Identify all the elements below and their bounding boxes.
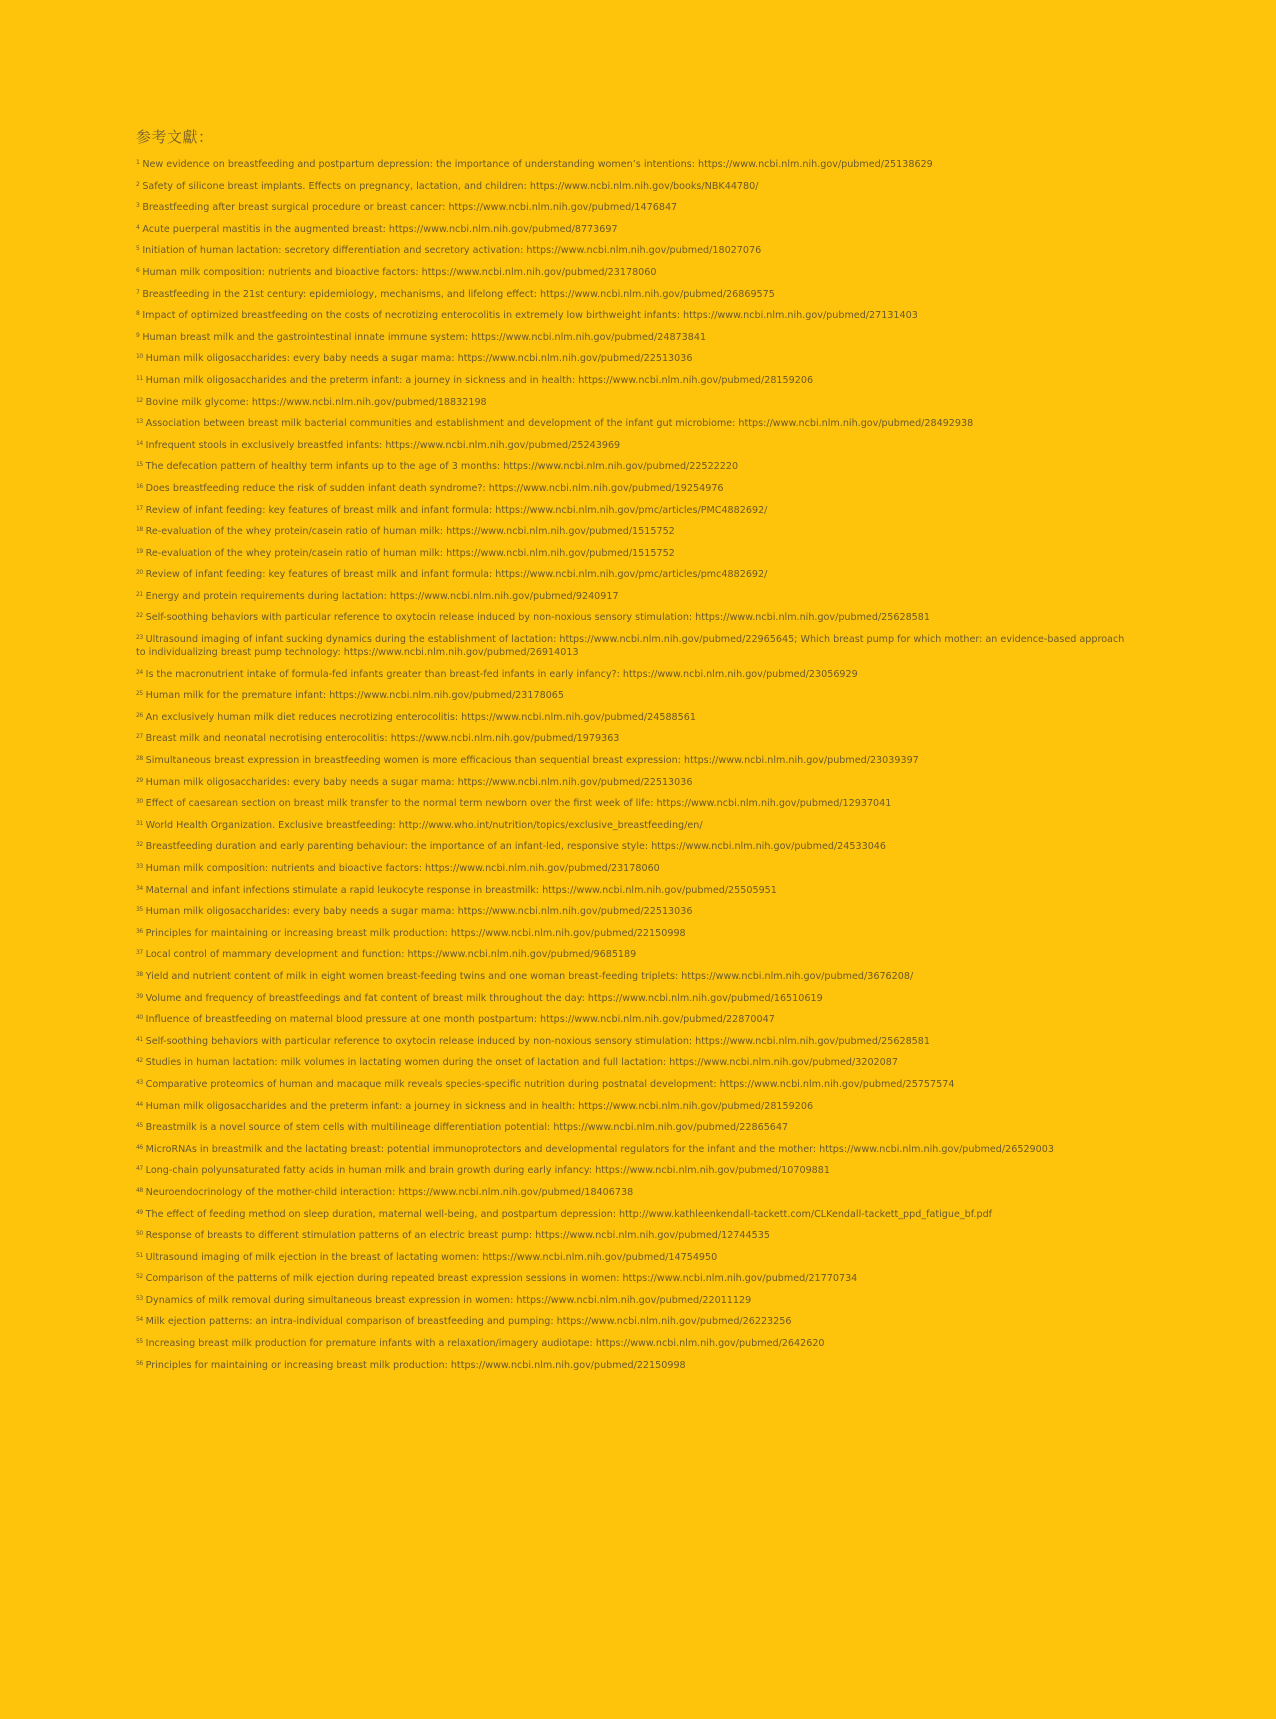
reference-item bbox=[136, 242, 1136, 257]
reference-number: 6 bbox=[136, 266, 140, 274]
reference-item bbox=[136, 795, 1136, 810]
reference-text[interactable]: Human milk oligosaccharides: every baby needs a sugar mama: https://www.ncbi.nlm.nih.gov/pubmed/22513036 bbox=[145, 353, 693, 365]
reference-number: 34 bbox=[136, 884, 143, 892]
reference-text[interactable]: Human milk oligosaccharides: every baby needs a sugar mama: https://www.ncbi.nlm.nih.gov/pubmed/22513036 bbox=[145, 906, 693, 918]
reference-item bbox=[136, 480, 1136, 495]
reference-text[interactable]: The defecation pattern of healthy term infants up to the age of 3 months: https://www.ncbi.nlm.nih.gov/pubmed/22522220 bbox=[145, 461, 739, 473]
reference-item bbox=[136, 415, 1136, 430]
reference-number: 9 bbox=[136, 331, 140, 339]
reference-item bbox=[136, 1206, 1136, 1221]
reference-item bbox=[136, 264, 1136, 279]
reference-item bbox=[136, 199, 1136, 214]
reference-item bbox=[136, 1335, 1136, 1350]
reference-text[interactable]: Bovine milk glycome: https://www.ncbi.nlm.nih.gov/pubmed/18832198 bbox=[145, 396, 487, 408]
reference-item bbox=[136, 178, 1136, 193]
reference-text[interactable]: Comparative proteomics of human and macaque milk reveals species-specific nutrition during postnatal development: https://www.ncbi.nlm.nih.gov/pubmed/25757574 bbox=[145, 1078, 955, 1090]
reference-item bbox=[136, 286, 1136, 301]
reference-text[interactable]: Ultrasound imaging of infant sucking dynamics during the establishment of lactation: https://www.ncbi.nlm.nih.gov/pubmed/22965645; Which breast pump for which mother: an evidence-based approach to individualizing breast pump technology: https://www.ncbi.nlm.nih.gov/pubmed/26914013 bbox=[136, 634, 1125, 659]
reference-number: 37 bbox=[136, 949, 143, 957]
reference-number: 5 bbox=[136, 245, 140, 253]
reference-item bbox=[136, 1098, 1136, 1113]
reference-item bbox=[136, 687, 1136, 702]
reference-text[interactable]: Human milk composition: nutrients and bioactive factors: https://www.ncbi.nlm.nih.gov/pubmed/23178060 bbox=[142, 266, 657, 278]
reference-item bbox=[136, 566, 1136, 581]
reference-item bbox=[136, 709, 1136, 724]
reference-item bbox=[136, 458, 1136, 473]
reference-number: 51 bbox=[136, 1251, 143, 1259]
reference-number: 53 bbox=[136, 1294, 143, 1302]
reference-item bbox=[136, 1357, 1136, 1372]
reference-text[interactable]: Self-soothing behaviors with particular reference to oxytocin release induced by non-noxious sensory stimulation: https://www.ncbi.nlm.nih.gov/pubmed/25628581 bbox=[145, 1035, 930, 1047]
reference-number: 11 bbox=[136, 374, 143, 382]
reference-item bbox=[136, 1054, 1136, 1069]
reference-item bbox=[136, 523, 1136, 538]
reference-text[interactable]: Comparison of the patterns of milk ejection during repeated breast expression sessions in women: https://www.ncbi.nlm.nih.gov/pubmed/21770734 bbox=[145, 1273, 858, 1285]
reference-number: 44 bbox=[136, 1100, 143, 1108]
reference-item bbox=[136, 1227, 1136, 1242]
reference-item bbox=[136, 774, 1136, 789]
reference-text[interactable]: Studies in human lactation: milk volumes in lactating women during the onset of lactation and full lactation: https://www.ncbi.nlm.nih.gov/pubmed/3202087 bbox=[145, 1057, 898, 1069]
reference-item bbox=[136, 1292, 1136, 1307]
reference-text[interactable]: Review of infant feeding: key features of breast milk and infant formula: https://www.ncbi.nlm.nih.gov/pmc/articles/PMC4882692/ bbox=[145, 504, 768, 516]
reference-text[interactable]: Long-chain polyunsaturated fatty acids in human milk and brain growth during early infancy: https://www.ncbi.nlm.nih.gov/pubmed/10709881 bbox=[145, 1165, 830, 1177]
reference-text[interactable]: Increasing breast milk production for premature infants with a relaxation/imagery audiotape: https://www.ncbi.nlm.nih.gov/pubmed/2642620 bbox=[145, 1338, 825, 1350]
reference-item bbox=[136, 156, 1136, 171]
reference-item bbox=[136, 752, 1136, 767]
reference-number: 24 bbox=[136, 668, 143, 676]
reference-text[interactable]: Energy and protein requirements during lactation: https://www.ncbi.nlm.nih.gov/pubmed/9240917 bbox=[145, 590, 619, 602]
reference-text[interactable]: World Health Organization. Exclusive breastfeeding: http://www.who.int/nutrition/topics/exclusive_breastfeeding/en/ bbox=[145, 819, 703, 831]
reference-item bbox=[136, 545, 1136, 560]
reference-number: 31 bbox=[136, 819, 143, 827]
reference-number: 25 bbox=[136, 690, 143, 698]
reference-text[interactable]: Simultaneous breast expression in breastfeeding women is more efficacious than sequential breast expression: https://www.ncbi.nlm.nih.gov/pubmed/23039397 bbox=[145, 755, 919, 767]
reference-item bbox=[136, 1011, 1136, 1026]
reference-number: 52 bbox=[136, 1273, 143, 1281]
reference-text[interactable]: Neuroendocrinology of the mother-child interaction: https://www.ncbi.nlm.nih.gov/pubmed/18406738 bbox=[145, 1186, 634, 1198]
reference-text[interactable]: Volume and frequency of breastfeedings and fat content of breast milk throughout the day: https://www.ncbi.nlm.nih.gov/pubmed/16510619 bbox=[145, 992, 823, 1004]
reference-item bbox=[136, 838, 1136, 853]
reference-number: 41 bbox=[136, 1035, 143, 1043]
reference-item bbox=[136, 1033, 1136, 1048]
reference-text[interactable]: Breastfeeding in the 21st century: epidemiology, mechanisms, and lifelong effect: https://www.ncbi.nlm.nih.gov/pubmed/26869575 bbox=[142, 288, 775, 300]
reference-text[interactable]: Breastfeeding duration and early parenting behaviour: the importance of an infant-led, responsive style: https://www.ncbi.nlm.nih.gov/pubmed/24533046 bbox=[145, 841, 887, 853]
reference-text[interactable]: New evidence on breastfeeding and postpartum depression: the importance of understanding women’s intentions: https://www.ncbi.nlm.nih.gov/pubmed/25138629 bbox=[142, 159, 933, 170]
reference-number: 28 bbox=[136, 755, 143, 763]
reference-item bbox=[136, 329, 1136, 344]
reference-item bbox=[136, 1119, 1136, 1134]
reference-text[interactable]: Human milk oligosaccharides and the preterm infant: a journey in sickness and in health: https://www.ncbi.nlm.nih.gov/pubmed/28159206 bbox=[145, 1100, 814, 1112]
references-heading: 参考文獻： bbox=[136, 128, 214, 146]
reference-number: 16 bbox=[136, 482, 143, 490]
reference-text[interactable]: Human milk composition: nutrients and bioactive factors: https://www.ncbi.nlm.nih.gov/pubmed/23178060 bbox=[145, 863, 660, 874]
reference-number: 49 bbox=[136, 1208, 143, 1216]
reference-number: 38 bbox=[136, 970, 143, 978]
reference-text[interactable]: Infrequent stools in exclusively breastfed infants: https://www.ncbi.nlm.nih.gov/pubmed/25243969 bbox=[145, 439, 621, 451]
reference-text[interactable]: Human milk for the premature infant: https://www.ncbi.nlm.nih.gov/pubmed/23178065 bbox=[145, 690, 565, 702]
reference-item bbox=[136, 903, 1136, 918]
reference-item bbox=[136, 502, 1136, 517]
reference-number: 2 bbox=[136, 180, 140, 188]
reference-item bbox=[136, 1162, 1136, 1177]
reference-text[interactable]: Re-evaluation of the whey protein/casein ratio of human milk: https://www.ncbi.nlm.nih.gov/pubmed/1515752 bbox=[145, 526, 675, 538]
reference-text[interactable]: Acute puerperal mastitis in the augmented breast: https://www.ncbi.nlm.nih.gov/pubmed/8773697 bbox=[142, 223, 618, 235]
reference-number: 17 bbox=[136, 504, 143, 512]
reference-number: 35 bbox=[136, 906, 143, 914]
reference-item bbox=[136, 1076, 1136, 1091]
reference-text[interactable]: Initiation of human lactation: secretory differentiation and secretory activation: https://www.ncbi.nlm.nih.gov/pubmed/18027076 bbox=[142, 245, 762, 257]
reference-text[interactable]: Breastmilk is a novel source of stem cells with multilineage differentiation potential: https://www.ncbi.nlm.nih.gov/pubmed/22865647 bbox=[145, 1122, 789, 1134]
reference-number: 15 bbox=[136, 461, 143, 469]
reference-text[interactable]: An exclusively human milk diet reduces necrotizing enterocolitis: https://www.ncbi.nlm.nih.gov/pubmed/24588561 bbox=[145, 711, 696, 723]
reference-item bbox=[136, 350, 1136, 365]
reference-text[interactable]: Effect of caesarean section on breast milk transfer to the normal term newborn over the first week of life: https://www.ncbi.nlm.nih.gov/pubmed/12937041 bbox=[145, 798, 892, 810]
reference-number: 48 bbox=[136, 1186, 143, 1194]
reference-number: 27 bbox=[136, 733, 143, 741]
reference-text[interactable]: Milk ejection patterns: an intra-individual comparison of breastfeeding and pumping: https://www.ncbi.nlm.nih.gov/pubmed/26223256 bbox=[145, 1316, 792, 1328]
reference-item bbox=[136, 990, 1136, 1005]
reference-item bbox=[136, 730, 1136, 745]
reference-number: 1 bbox=[136, 159, 140, 166]
reference-item bbox=[136, 666, 1136, 681]
reference-text[interactable]: Breastfeeding after breast surgical procedure or breast cancer: https://www.ncbi.nlm.nih.gov/pubmed/1476847 bbox=[142, 202, 678, 214]
reference-number: 10 bbox=[136, 353, 143, 361]
reference-number: 39 bbox=[136, 992, 143, 1000]
reference-text[interactable]: Influence of breastfeeding on maternal blood pressure at one month postpartum: https://www.ncbi.nlm.nih.gov/pubmed/22870047 bbox=[145, 1014, 775, 1026]
reference-text[interactable]: Does breastfeeding reduce the risk of sudden infant death syndrome?: https://www.ncbi.nlm.nih.gov/pubmed/19254976 bbox=[145, 482, 724, 494]
reference-item bbox=[136, 437, 1136, 452]
reference-number: 4 bbox=[136, 223, 140, 231]
reference-text[interactable]: Is the macronutrient intake of formula-fed infants greater than breast-fed infants in early infancy?: https://www.ncbi.nlm.nih.gov/pubmed/23056929 bbox=[145, 668, 858, 680]
reference-number: 7 bbox=[136, 288, 140, 296]
reference-number: 45 bbox=[136, 1122, 143, 1130]
reference-item bbox=[136, 1184, 1136, 1199]
reference-number: 56 bbox=[136, 1359, 143, 1367]
reference-item bbox=[136, 394, 1136, 409]
reference-number: 32 bbox=[136, 841, 143, 849]
reference-text[interactable]: Yield and nutrient content of milk in eight women breast-feeding twins and one woman breast-feeding triplets: https://www.ncbi.nlm.nih.gov/pubmed/3676208/ bbox=[145, 970, 914, 982]
reference-item bbox=[136, 1141, 1136, 1156]
reference-text[interactable]: Association between breast milk bacterial communities and establishment and development of the infant gut microbiome: https://www.ncbi.nlm.nih.gov/pubmed/28492938 bbox=[145, 418, 974, 430]
reference-item bbox=[136, 588, 1136, 603]
reference-number: 43 bbox=[136, 1078, 143, 1086]
reference-item bbox=[136, 221, 1136, 236]
reference-item bbox=[136, 372, 1136, 387]
reference-number: 47 bbox=[136, 1165, 143, 1173]
reference-number: 22 bbox=[136, 612, 143, 620]
reference-item bbox=[136, 609, 1136, 624]
reference-text[interactable]: Human milk oligosaccharides: every baby needs a sugar mama: https://www.ncbi.nlm.nih.gov/pubmed/22513036 bbox=[145, 776, 693, 788]
reference-number: 33 bbox=[136, 863, 143, 870]
reference-item bbox=[136, 925, 1136, 940]
reference-item bbox=[136, 1270, 1136, 1285]
reference-text[interactable]: Human milk oligosaccharides and the preterm infant: a journey in sickness and in health: https://www.ncbi.nlm.nih.gov/pubmed/28159206 bbox=[145, 374, 814, 386]
reference-text[interactable]: Principles for maintaining or increasing breast milk production: https://www.ncbi.nlm.nih.gov/pubmed/22150998 bbox=[145, 1359, 686, 1371]
reference-text[interactable]: Ultrasound imaging of milk ejection in the breast of lactating women: https://www.ncbi.nlm.nih.gov/pubmed/14754950 bbox=[145, 1251, 718, 1263]
reference-number: 30 bbox=[136, 798, 143, 806]
references-list bbox=[136, 156, 1136, 1378]
reference-item bbox=[136, 1313, 1136, 1328]
reference-item bbox=[136, 307, 1136, 322]
reference-number: 20 bbox=[136, 569, 143, 577]
reference-text[interactable]: MicroRNAs in breastmilk and the lactating breast: potential immunoprotectors and developmental regulators for the infant and the mother: https://www.ncbi.nlm.nih.gov/pubmed/26529003 bbox=[145, 1143, 1054, 1155]
reference-text[interactable]: Re-evaluation of the whey protein/casein ratio of human milk: https://www.ncbi.nlm.nih.gov/pubmed/1515752 bbox=[145, 547, 675, 559]
reference-text[interactable]: Human breast milk and the gastrointestinal innate immune system: https://www.ncbi.nlm.nih.gov/pubmed/24873841 bbox=[142, 331, 707, 343]
reference-number: 46 bbox=[136, 1143, 143, 1151]
reference-number: 8 bbox=[136, 310, 140, 318]
reference-text[interactable]: Local control of mammary development and function: https://www.ncbi.nlm.nih.gov/pubmed/9685189 bbox=[145, 949, 637, 961]
reference-item bbox=[136, 860, 1136, 875]
reference-item bbox=[136, 946, 1136, 961]
reference-number: 12 bbox=[136, 396, 143, 404]
reference-number: 18 bbox=[136, 526, 143, 534]
reference-text[interactable]: Review of infant feeding: key features of breast milk and infant formula: https://www.ncbi.nlm.nih.gov/pmc/articles/pmc4882692/ bbox=[145, 569, 768, 581]
reference-item bbox=[136, 817, 1136, 832]
reference-text[interactable]: Principles for maintaining or increasing breast milk production: https://www.ncbi.nlm.nih.gov/pubmed/22150998 bbox=[145, 927, 686, 939]
reference-number: 3 bbox=[136, 202, 140, 210]
reference-number: 26 bbox=[136, 711, 143, 719]
reference-number: 55 bbox=[136, 1338, 143, 1346]
reference-text[interactable]: Safety of silicone breast implants. Effects on pregnancy, lactation, and children: https://www.ncbi.nlm.nih.gov/books/NBK44780/ bbox=[142, 180, 759, 192]
reference-number: 14 bbox=[136, 439, 143, 447]
reference-number: 29 bbox=[136, 776, 143, 784]
reference-text[interactable]: Response of breasts to different stimulation patterns of an electric breast pump: https://www.ncbi.nlm.nih.gov/pubmed/12744535 bbox=[145, 1230, 770, 1242]
reference-item bbox=[136, 1249, 1136, 1264]
reference-number: 36 bbox=[136, 927, 143, 935]
reference-number: 40 bbox=[136, 1014, 143, 1022]
reference-number: 19 bbox=[136, 547, 143, 555]
reference-number: 50 bbox=[136, 1230, 143, 1238]
reference-text[interactable]: Breast milk and neonatal necrotising enterocolitis: https://www.ncbi.nlm.nih.gov/pubmed/1979363 bbox=[145, 733, 620, 745]
reference-number: 42 bbox=[136, 1057, 143, 1065]
reference-item bbox=[136, 882, 1136, 897]
reference-text[interactable]: The effect of feeding method on sleep duration, maternal well-being, and postpartum depression: http://www.kathleenkendall-tackett.com/CLKendall-tackett_ppd_fatigue_bf.pdf bbox=[145, 1208, 993, 1220]
reference-text[interactable]: Maternal and infant infections stimulate a rapid leukocyte response in breastmilk: https://www.ncbi.nlm.nih.gov/pubmed/25505951 bbox=[145, 884, 777, 896]
reference-number: 21 bbox=[136, 590, 143, 598]
reference-number: 23 bbox=[136, 634, 143, 642]
reference-number: 54 bbox=[136, 1316, 143, 1324]
reference-item bbox=[136, 631, 1136, 659]
reference-item bbox=[136, 968, 1136, 983]
reference-text[interactable]: Dynamics of milk removal during simultaneous breast expression in women: https://www.ncbi.nlm.nih.gov/pubmed/22011129 bbox=[145, 1294, 752, 1306]
reference-text[interactable]: Self-soothing behaviors with particular reference to oxytocin release induced by non-noxious sensory stimulation: https://www.ncbi.nlm.nih.gov/pubmed/25628581 bbox=[145, 612, 930, 624]
reference-number: 13 bbox=[136, 418, 143, 426]
reference-text[interactable]: Impact of optimized breastfeeding on the costs of necrotizing enterocolitis in extremely low birthweight infants: https://www.ncbi.nlm.nih.gov/pubmed/27131403 bbox=[142, 310, 918, 322]
